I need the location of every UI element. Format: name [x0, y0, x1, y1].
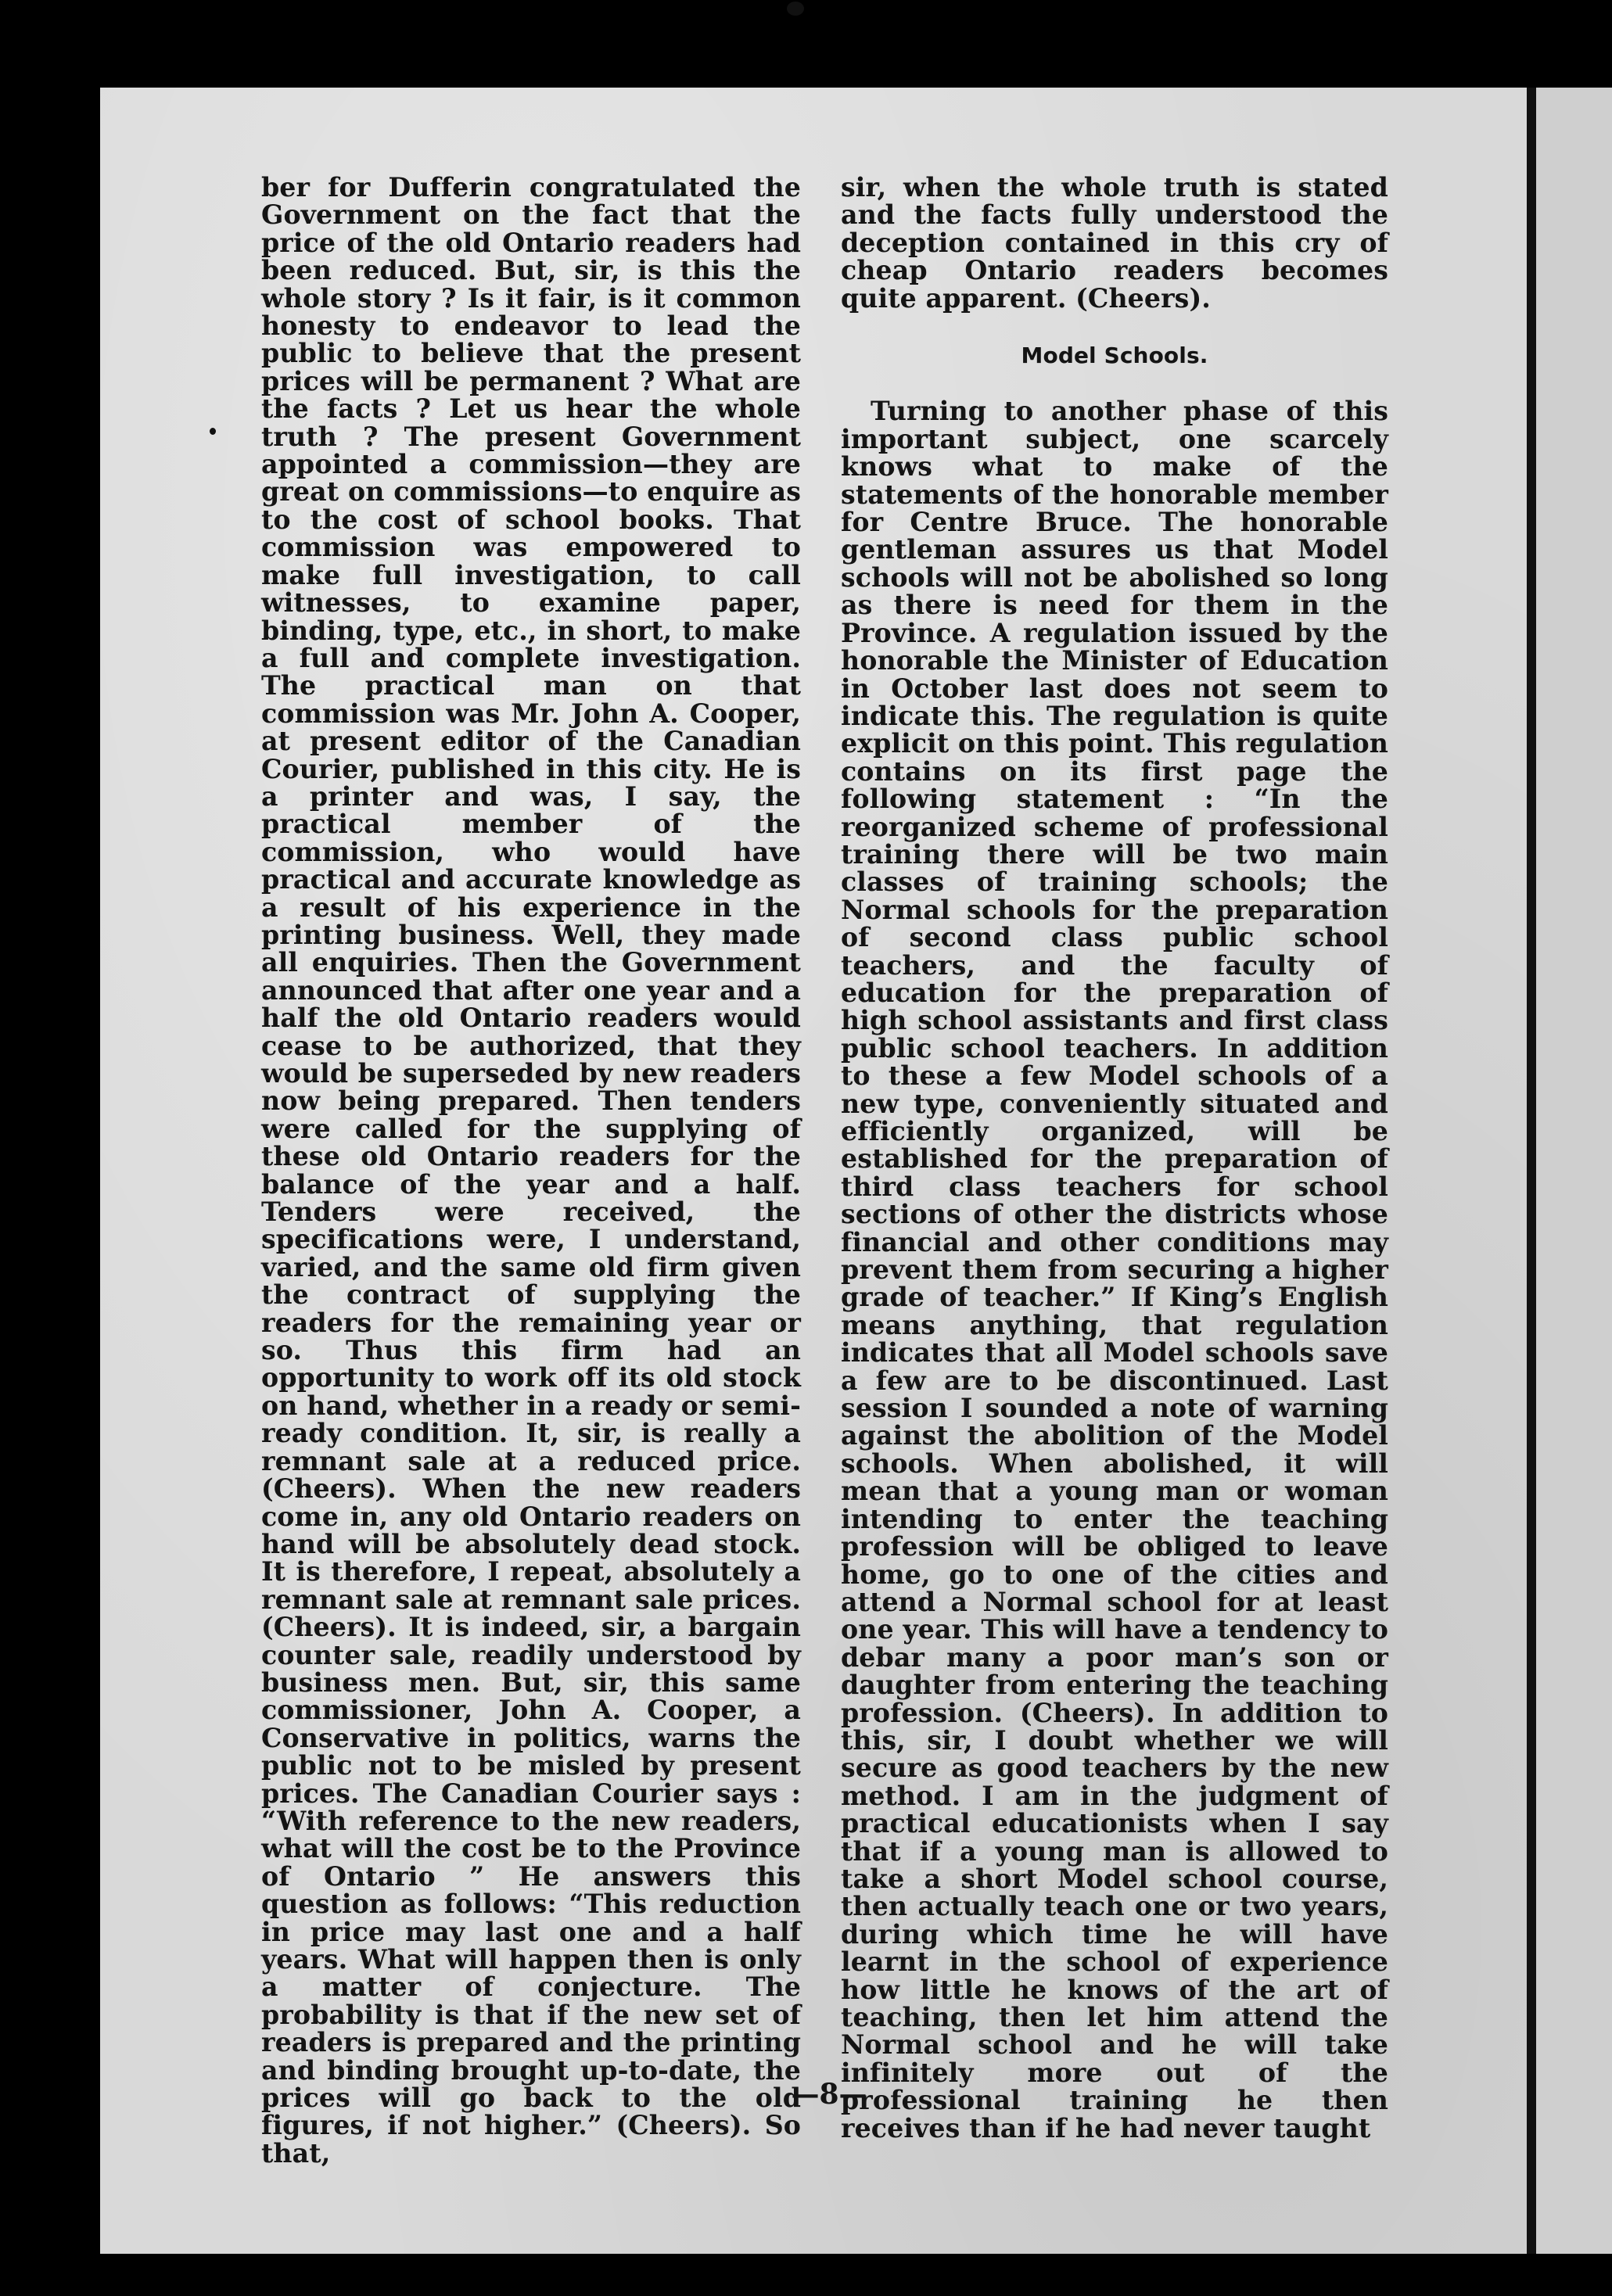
page-number: —8— — [791, 2078, 867, 2111]
right-column-intro-paragraph: sir, when the whole truth is stated and the facts fully understood the deception contained in this cry of cheap Ontario readers becomes quite apparent. (Cheers). — [841, 172, 1388, 314]
ink-speck — [210, 428, 216, 435]
ink-speck — [787, 2, 804, 16]
section-heading: Model Schools. — [1021, 343, 1208, 369]
left-text-column — [261, 172, 801, 2169]
right-column-body-paragraph: Turning to another phase of this important subject, one scarcely knows what to make of the statements of the honorable member for Centre Bruce. The honorable gentleman assures us that Model schools will not be abolished so long as there is need for them in the Province. A regulation issued by the honorable the Minister of Education in October last does not seem to indicate this. The regulation is quite explicit on this point. This regulation contains on its first page the following statement : “In the reorganized scheme of professional training there will be two main classes of training schools; the Normal schools for the preparation of second class public school teachers, and the faculty of education for the preparation of high school assistants and first class public school teachers. In addition to these a few Model schools of a new type, conveniently situated and efficiently organized, will be established for the preparation of third class teachers for school sections of other the districts whose financial and other conditions may prevent them from securing a higher grade of teacher.” If King’s English means anything, that regulation indicates that all Model schools save a few are to be discontinued. Last session I sounded a note of warning against the abolition of the Model schools. When abolished, it will mean that a young man or woman intending to enter the teaching profession will be obliged to leave home, go to one of the cities and attend a Normal school for at least one year. This will have a tendency to debar many a poor man’s son or daughter from entering the teaching profession. (Cheers). In addition to this, sir, I doubt whether we will secure as good teachers by the new method. I am in the judgment of practical educationists when I say that if a young man is allowed to take a short Model school course, then actually teach one or two years, during which time he will have learnt in the school of experience how little he knows of the art of teaching, then let him attend the Normal school and he will take infinitely more out of the professional training he then receives than if he had never taught — [841, 396, 1388, 2144]
adjacent-page-edge — [1531, 88, 1612, 2254]
right-text-column — [841, 172, 1388, 2144]
binding-shadow — [1527, 88, 1536, 2254]
left-column-paragraph: ber for Dufferin congratulated the Government on the fact that the price of the old Ontario readers had been reduced. But, sir, is this the whole story ? Is it fair, is it common honesty to endeavor to lead the public to believe that the present prices will be permanent ? What are the facts ? Let us hear the whole truth ? The present Government appointed a commission—they are great on commissions—to enquire as to the cost of school books. That commission was empowered to make full investigation, to call witnesses, to examine paper, binding, type, etc., in short, to make a full and complete investigation. The practical man on that commission was Mr. John A. Cooper, at present editor of the Canadian Courier, published in this city. He is a printer and was, I say, the practical member of the commission, who would have practical and accurate knowledge as a result of his experience in the printing business. Well, they made all enquiries. Then the Government announced that after one year and a half the old Ontario readers would cease to be authorized, that they would be superseded by new readers now being prepared. Then tenders were called for the supplying of these old Ontario readers for the balance of the year and a half. Tenders were received, the specifications were, I understand, varied, and the same old firm given the contract of supplying the readers for the remaining year or so. Thus this firm had an opportunity to work off its old stock on hand, whether in a ready or semi-ready condition. It, sir, is really a remnant sale at a reduced price. (Cheers). When the new readers come in, any old Ontario readers on hand will be absolutely dead stock. It is therefore, I repeat, absolutely a remnant sale at remnant sale prices. (Cheers). It is indeed, sir, a bargain counter sale, readily understood by business men. But, sir, this same commissioner, John A. Cooper, a Conservative in politics, warns the public not to be misled by present prices. The Canadian Courier says : “With reference to the new readers, what will the cost be to the Province of Ontario ” He answers this question as follows: “This reduction in price may last one and a half years. What will happen then is only a matter of conjecture. The probability is that if the new set of readers is prepared and the printing and binding brought up-to-date, the prices will go back to the old figures, if not higher.” (Cheers). So that, — [261, 172, 801, 2169]
